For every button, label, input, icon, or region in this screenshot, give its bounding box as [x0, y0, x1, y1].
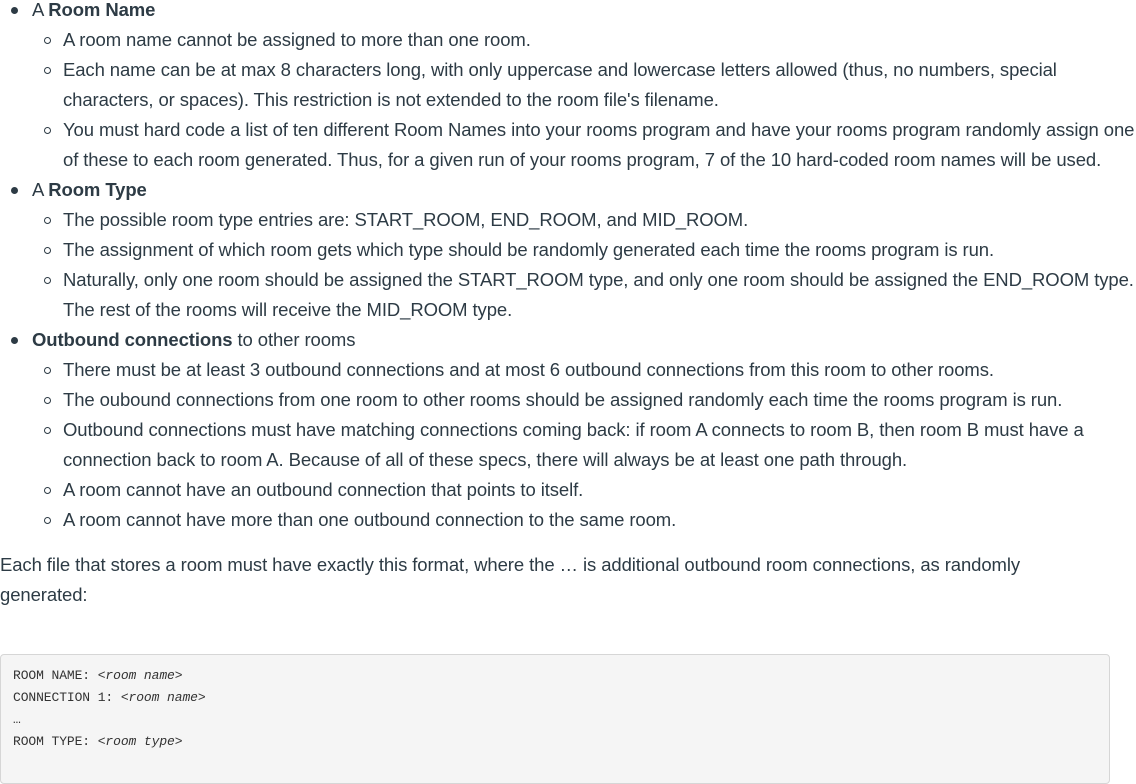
list-item: You must hard code a list of ten different Room Names into your rooms program and have your rooms program randomly assign one of these to each room generated. Thus, for a given run of your rooms program, 7 of the 10 hard-coded room names will be used. [32, 115, 1136, 175]
outbound-suffix: to other rooms [232, 329, 356, 350]
list-item-outbound [0, 325, 1136, 535]
room-name-sublist [32, 25, 1136, 175]
list-item: There must be at least 3 outbound connections and at most 6 outbound connections from this room to other rooms. [32, 355, 1136, 385]
room-type-prefix: A [32, 179, 49, 200]
list-item: The assignment of which room gets which type should be randomly generated each time the rooms program is run. [32, 235, 1136, 265]
list-item-room-name [0, 0, 1136, 175]
list-item: The possible room type entries are: START_ROOM, END_ROOM, and MID_ROOM. [32, 205, 1136, 235]
room-name-prefix: A [32, 0, 49, 20]
code-label: CONNECTION 1: [13, 690, 121, 705]
code-placeholder: <room type> [97, 734, 183, 749]
code-label: ROOM NAME: [13, 668, 98, 683]
code-line-room-type [13, 731, 1097, 753]
list-item: Naturally, only one room should be assigned the START_ROOM type, and only one room should be assigned the END_ROOM type. The rest of the rooms will receive the MID_ROOM type. [32, 265, 1136, 325]
list-item-room-type [0, 175, 1136, 325]
outbound-sublist [32, 355, 1136, 535]
list-item: A room cannot have an outbound connection that points to itself. [32, 475, 1136, 505]
code-placeholder: <room name> [120, 690, 206, 705]
list-item: A room name cannot be assigned to more than one room. [32, 25, 1136, 55]
list-item: A room cannot have more than one outbound connection to the same room. [32, 505, 1136, 535]
code-block [0, 654, 1110, 784]
room-type-title: Room Type [48, 179, 147, 200]
format-paragraph: Each file that stores a room must have exactly this format, where the … is additional outbound room connections, as randomly generated: [0, 554, 1021, 605]
outbound-title: Outbound connections [32, 329, 233, 350]
room-type-sublist [32, 205, 1136, 325]
room-name-title: Room Name [48, 0, 156, 20]
code-line-room-name [13, 665, 1097, 687]
list-item: Outbound connections must have matching connections coming back: if room A connects to room B, then room B must have a connection back to room A. Because of all of these specs, there will always be at least one path through. [32, 415, 1136, 475]
code-line-connection [13, 687, 1097, 709]
code-label: ROOM TYPE: [13, 734, 98, 749]
code-placeholder: <room name> [97, 668, 183, 683]
list-item: Each name can be at max 8 characters long, with only uppercase and lowercase letters allowed (thus, no numbers, special characters, or spaces). This restriction is not extended to the room file's filename. [32, 55, 1136, 115]
code-line-ellipsis: … [13, 712, 21, 727]
list-item: The oubound connections from one room to other rooms should be assigned randomly each time the rooms program is run. [32, 385, 1136, 415]
